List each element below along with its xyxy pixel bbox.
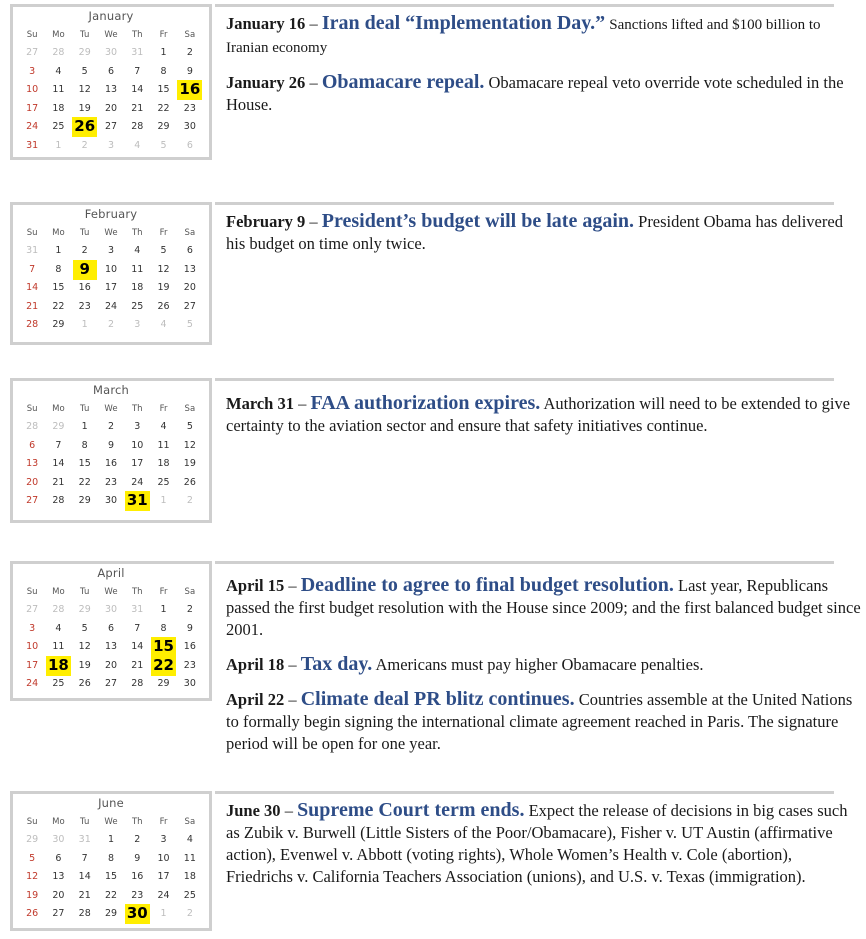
calendar-day: 23 (78, 300, 91, 312)
calendar-day: 4 (186, 834, 193, 845)
calendar-day: 23 (104, 476, 118, 488)
calendar-day: 2 (81, 245, 88, 256)
separator-dash: – (305, 73, 322, 92)
event-headline: Tax day. (300, 653, 373, 675)
calendar-day: 30 (104, 495, 118, 506)
calendar-day: 5 (81, 65, 88, 77)
separator-dash: – (305, 212, 322, 231)
calendar-day: 21 (26, 300, 39, 312)
calendar-day: 31 (131, 47, 144, 58)
calendar-day: 10 (157, 852, 170, 864)
entries (226, 574, 861, 767)
calendar-day: 21 (78, 889, 91, 901)
calendar-day: 19 (183, 458, 196, 469)
calendar-day: 7 (81, 852, 88, 864)
separator-dash: – (284, 655, 301, 674)
calendar-day: 28 (26, 319, 39, 330)
calendar-day: 24 (131, 476, 144, 488)
weekday-header: Su (26, 587, 38, 597)
weekday-header: Su (26, 817, 38, 827)
calendar-day: 6 (107, 622, 115, 634)
calendar-day: 12 (26, 871, 39, 882)
weekday-header: Mo (52, 228, 65, 238)
calendar-day: 29 (52, 421, 65, 432)
calendar-day: 5 (81, 622, 88, 634)
calendar-april (10, 561, 212, 701)
calendar-day: 28 (52, 604, 65, 615)
calendar-day: 1 (160, 604, 167, 615)
event-headline: Climate deal PR blitz continues. (300, 688, 575, 710)
calendar-day: 5 (160, 139, 167, 151)
calendar-day: 15 (104, 871, 118, 882)
calendar-day: 31 (131, 604, 144, 615)
calendar-day: 3 (160, 834, 167, 845)
calendar-day: 15 (78, 458, 91, 469)
calendar-day: 29 (52, 319, 65, 330)
separator-dash: – (293, 394, 311, 413)
event-description: Last year, Republicans passed the first budget resolution with the House since 2009; and the first balanced budget since 2001. (226, 576, 861, 639)
event-description: Authorization will need to be extended to give certainty to the aviation sector and ensure that safety initiatives continue. (226, 394, 851, 435)
calendar-month-title: January (88, 9, 134, 23)
weekday-header: Tu (80, 228, 90, 238)
calendar-day: 2 (186, 908, 193, 919)
calendar-day: 31 (26, 245, 39, 256)
calendar-day: 30 (104, 604, 118, 615)
calendar-day: 8 (107, 852, 115, 864)
calendar-day: 16 (78, 282, 91, 293)
event-headline: Supreme Court term ends. (297, 799, 525, 821)
calendar-day: 22 (78, 476, 91, 488)
calendar-month-title: April (97, 566, 125, 580)
calendar-event-entry (226, 574, 861, 641)
calendar-day: 16 (104, 458, 118, 469)
weekday-header: Mo (52, 404, 65, 414)
calendar-day: 3 (107, 139, 115, 151)
calendar-day: 3 (29, 622, 36, 634)
calendar-grid (13, 814, 209, 926)
calendar-day: 21 (131, 102, 144, 114)
calendar-day: 13 (183, 263, 196, 275)
weekday-header: Th (131, 228, 143, 238)
calendar-day: 23 (183, 659, 196, 671)
calendar-day: 14 (131, 84, 144, 95)
calendar-day: 27 (183, 300, 196, 312)
weekday-header: We (104, 404, 118, 414)
calendar-day: 5 (186, 421, 193, 432)
divider (215, 378, 834, 381)
calendar-day: 8 (55, 263, 62, 275)
highlighted-date: 15 (153, 637, 174, 655)
calendar-day: 26 (157, 300, 170, 312)
highlighted-date: 22 (153, 655, 174, 674)
calendar-day: 27 (26, 604, 39, 615)
calendar-day: 8 (160, 622, 167, 634)
calendar-day: 1 (107, 834, 115, 845)
calendar-day: 19 (157, 282, 170, 293)
calendar-day: 4 (134, 139, 141, 151)
calendar-day: 30 (104, 47, 118, 58)
calendar-day: 25 (131, 300, 144, 312)
calendar-day: 23 (131, 889, 144, 901)
weekday-header: We (104, 817, 118, 827)
entries (226, 210, 861, 267)
event-date: April 22 (226, 690, 285, 709)
calendar-day: 10 (26, 84, 39, 95)
calendar-day: 6 (55, 852, 62, 864)
calendar-month-title: February (84, 207, 138, 221)
weekday-header: Mo (52, 30, 65, 40)
calendar-day: 25 (157, 476, 170, 488)
calendar-day: 3 (29, 65, 36, 77)
event-date: June 30 (226, 801, 281, 820)
calendar-day: 26 (26, 908, 39, 919)
calendar-day: 4 (55, 622, 62, 634)
calendar-day: 29 (78, 495, 91, 506)
calendar-event-entry (226, 688, 861, 755)
calendar-event-entry (226, 392, 861, 437)
calendar-day: 11 (183, 852, 196, 864)
calendar-day: 17 (131, 458, 144, 469)
calendar-day: 27 (52, 908, 65, 919)
calendar-day: 27 (26, 47, 39, 58)
calendar-day: 9 (186, 622, 193, 634)
calendar-day: 18 (183, 871, 196, 882)
calendar-day: 14 (52, 458, 65, 469)
calendar-day: 27 (104, 121, 118, 132)
event-headline: Deadline to agree to final budget resolution. (300, 574, 674, 596)
weekday-header: Fr (159, 30, 168, 40)
calendar-day: 1 (55, 245, 62, 256)
calendar-day: 4 (134, 245, 141, 256)
event-date: February 9 (226, 212, 306, 231)
calendar-day: 2 (186, 495, 193, 506)
calendar-day: 4 (160, 421, 167, 432)
calendar-day: 26 (78, 678, 91, 689)
calendar-day: 17 (157, 871, 170, 882)
highlighted-date: 31 (126, 491, 148, 509)
calendar-day: 25 (183, 889, 196, 901)
calendar-grid (13, 401, 209, 513)
calendar-day: 6 (107, 65, 115, 77)
calendar-day: 14 (78, 871, 91, 882)
calendar-day: 4 (160, 319, 167, 330)
calendar-day: 13 (104, 84, 118, 95)
calendar-day: 28 (78, 908, 91, 919)
calendar-day: 29 (78, 604, 91, 615)
calendar-day: 18 (52, 102, 65, 114)
calendar-day: 1 (160, 47, 167, 58)
calendar-day: 12 (183, 439, 196, 451)
calendar-day: 17 (26, 102, 39, 114)
calendar-day: 29 (78, 47, 91, 58)
calendar-day: 25 (52, 121, 65, 132)
weekday-header: Su (26, 404, 38, 414)
highlighted-date: 16 (179, 80, 201, 98)
event-description: Obamacare repeal veto override vote scheduled in the House. (226, 73, 844, 114)
weekday-header: Sa (184, 30, 196, 40)
calendar-day: 5 (29, 852, 36, 864)
calendar-day: 29 (157, 121, 170, 132)
calendar-january (10, 4, 212, 160)
calendar-day: 1 (81, 319, 88, 330)
weekday-header: Sa (184, 817, 196, 827)
calendar-day: 28 (131, 678, 144, 689)
calendar-day: 19 (78, 102, 91, 114)
calendar-day: 20 (104, 659, 118, 671)
calendar-day: 26 (183, 476, 196, 488)
calendar-event-entry (226, 12, 861, 59)
calendar-day: 29 (104, 908, 118, 919)
event-headline: Iran deal “Implementation Day.” (321, 12, 606, 34)
weekday-header: Su (26, 30, 38, 40)
calendar-day: 22 (52, 300, 65, 312)
calendar-event-entry (226, 653, 861, 676)
weekday-header: Tu (80, 587, 90, 597)
entries (226, 799, 861, 900)
calendar-grid (13, 584, 209, 696)
calendar-event-entry (226, 210, 861, 255)
calendar-day: 24 (26, 678, 39, 689)
calendar-month-title: June (98, 796, 124, 810)
weekday-header: Sa (184, 587, 196, 597)
calendar-day: 7 (55, 439, 62, 451)
weekday-header: Mo (52, 817, 65, 827)
calendar-event-entry (226, 799, 861, 888)
calendar-day: 29 (157, 678, 170, 689)
calendar-day: 18 (157, 458, 170, 469)
calendar-day: 6 (186, 245, 193, 256)
weekday-header: Fr (159, 587, 168, 597)
event-description: Americans must pay higher Obamacare penalties. (375, 655, 704, 674)
calendar-day: 10 (26, 641, 39, 652)
calendar-day: 11 (52, 641, 65, 652)
calendar-day: 31 (26, 139, 39, 151)
calendar-day: 9 (186, 65, 193, 77)
calendar-day: 3 (107, 245, 115, 256)
weekday-header: Th (131, 587, 143, 597)
event-date: January 16 (226, 14, 306, 33)
weekday-header: Mo (52, 587, 65, 597)
calendar-day: 20 (26, 476, 39, 488)
weekday-header: Sa (184, 228, 196, 238)
calendar-day: 12 (78, 84, 91, 95)
separator-dash: – (284, 690, 301, 709)
calendar-day: 2 (186, 604, 193, 615)
calendar-day: 16 (183, 641, 196, 652)
event-headline: FAA authorization expires. (310, 392, 541, 414)
calendar-day: 24 (26, 121, 39, 132)
calendar-day: 27 (26, 495, 39, 506)
calendar-day: 8 (160, 65, 167, 77)
highlighted-date: 9 (72, 261, 98, 280)
calendar-day: 27 (104, 678, 118, 689)
calendar-day: 2 (134, 834, 141, 845)
weekday-header: Fr (159, 228, 168, 238)
calendar-day: 1 (160, 495, 167, 506)
event-date: January 26 (226, 73, 306, 92)
weekday-header: Fr (159, 404, 168, 414)
calendar-day: 30 (52, 834, 65, 845)
event-date: March 31 (226, 394, 294, 413)
weekday-header: Fr (159, 817, 168, 827)
calendar-day: 16 (131, 871, 144, 882)
event-headline: Obamacare repeal. (321, 71, 485, 93)
calendar-day: 2 (81, 139, 88, 151)
event-date: April 18 (226, 655, 285, 674)
event-description: President Obama has delivered his budget on time only twice. (226, 212, 843, 253)
calendar-day: 18 (131, 282, 144, 293)
calendar-day: 7 (29, 263, 36, 275)
calendar-day: 31 (78, 834, 91, 845)
calendar-day: 22 (104, 889, 118, 901)
calendar-day: 11 (52, 84, 65, 95)
calendar-day: 10 (131, 439, 144, 451)
event-date: April 15 (226, 576, 285, 595)
highlighted-date: 18 (47, 655, 69, 674)
calendar-day: 30 (183, 121, 196, 132)
calendar-day: 2 (107, 319, 115, 330)
calendar-day: 7 (134, 65, 141, 77)
divider (215, 4, 834, 7)
calendar-day: 3 (134, 319, 141, 330)
calendar-day: 13 (26, 458, 39, 469)
calendar-day: 4 (55, 65, 62, 77)
calendar-day: 13 (104, 641, 118, 652)
separator-dash: – (284, 576, 301, 595)
calendar-day: 21 (52, 476, 65, 488)
calendar-day: 12 (78, 641, 91, 652)
separator-dash: – (305, 14, 322, 33)
calendar-day: 2 (107, 421, 115, 432)
calendar-day: 21 (131, 659, 144, 671)
calendar-day: 6 (29, 439, 36, 451)
calendar-event-entry (226, 71, 861, 116)
calendar-day: 5 (160, 245, 167, 256)
weekday-header: Th (131, 30, 143, 40)
calendar-day: 5 (186, 319, 193, 330)
weekday-header: Tu (80, 817, 90, 827)
weekday-header: We (104, 228, 118, 238)
calendar-day: 29 (26, 834, 39, 845)
calendar-day: 19 (78, 659, 91, 671)
calendar-day: 15 (52, 282, 65, 293)
calendar-june (10, 791, 212, 931)
calendar-day: 7 (134, 622, 141, 634)
calendar-day: 28 (52, 495, 65, 506)
divider (215, 791, 834, 794)
calendar-day: 30 (183, 678, 196, 689)
calendar-day: 20 (183, 282, 196, 293)
weekday-header: Sa (184, 404, 196, 414)
weekday-header: Su (26, 228, 38, 238)
calendar-day: 20 (52, 889, 65, 901)
calendar-day: 6 (186, 139, 193, 151)
calendar-day: 14 (26, 282, 39, 293)
calendar-month-title: March (92, 383, 130, 397)
calendar-grid (13, 225, 209, 337)
calendar-day: 25 (52, 678, 65, 689)
weekday-header: Tu (80, 30, 90, 40)
highlighted-date: 26 (74, 117, 96, 135)
calendar-day: 1 (160, 908, 167, 919)
event-description: Countries assemble at the United Nations to formally begin signing the international climate agreement reached in Paris. The signature period will be open for one year. (226, 690, 853, 753)
calendar-day: 9 (107, 439, 115, 451)
weekday-header: We (104, 30, 118, 40)
calendar-day: 10 (104, 263, 118, 275)
calendar-day: 19 (26, 889, 39, 901)
divider (215, 561, 834, 564)
event-headline: President’s budget will be late again. (321, 210, 635, 232)
calendar-march (10, 378, 212, 523)
calendar-day: 2 (186, 47, 193, 58)
calendar-grid (13, 27, 209, 157)
calendar-day: 17 (104, 282, 118, 293)
calendar-day: 22 (157, 102, 170, 114)
calendar-day: 1 (55, 139, 62, 151)
entries (226, 392, 861, 449)
separator-dash: – (280, 801, 298, 820)
calendar-day: 24 (104, 300, 118, 312)
calendar-day: 12 (157, 263, 170, 275)
calendar-day: 28 (26, 421, 39, 432)
weekday-header: Th (131, 817, 143, 827)
highlighted-date: 30 (126, 904, 148, 922)
calendar-day: 17 (26, 659, 39, 671)
calendar-day: 3 (134, 421, 141, 432)
calendar-day: 28 (131, 121, 144, 132)
calendar-day: 15 (157, 84, 170, 95)
divider (215, 202, 834, 205)
weekday-header: Th (131, 404, 143, 414)
calendar-day: 1 (81, 421, 88, 432)
calendar-day: 11 (131, 263, 144, 275)
calendar-day: 20 (104, 102, 118, 114)
calendar-day: 24 (157, 889, 170, 901)
weekday-header: We (104, 587, 118, 597)
calendar-day: 11 (157, 439, 170, 451)
calendar-day: 14 (131, 641, 144, 652)
weekday-header: Tu (80, 404, 90, 414)
event-description: Expect the release of decisions in big cases such as Zubik v. Burwell (Little Sisters of the Poor/Obamacare), Fisher v. UT Austin (affirmative action), Evenwel v. Abbott (voting rights), Whole Women’s Health v. Cole (abortion), Friedrichs v. California Teachers Association (unions), and U.S. v. Texas (immigration). (226, 801, 848, 886)
calendar-day: 9 (134, 852, 141, 864)
calendar-day: 8 (81, 439, 88, 451)
calendar-day: 13 (52, 871, 65, 882)
calendar-day: 23 (183, 102, 196, 114)
entries (226, 12, 861, 128)
calendar-day: 28 (52, 47, 65, 58)
event-description: Sanctions lifted and $100 billion to Iranian economy (226, 17, 821, 56)
calendar-february (10, 202, 212, 345)
